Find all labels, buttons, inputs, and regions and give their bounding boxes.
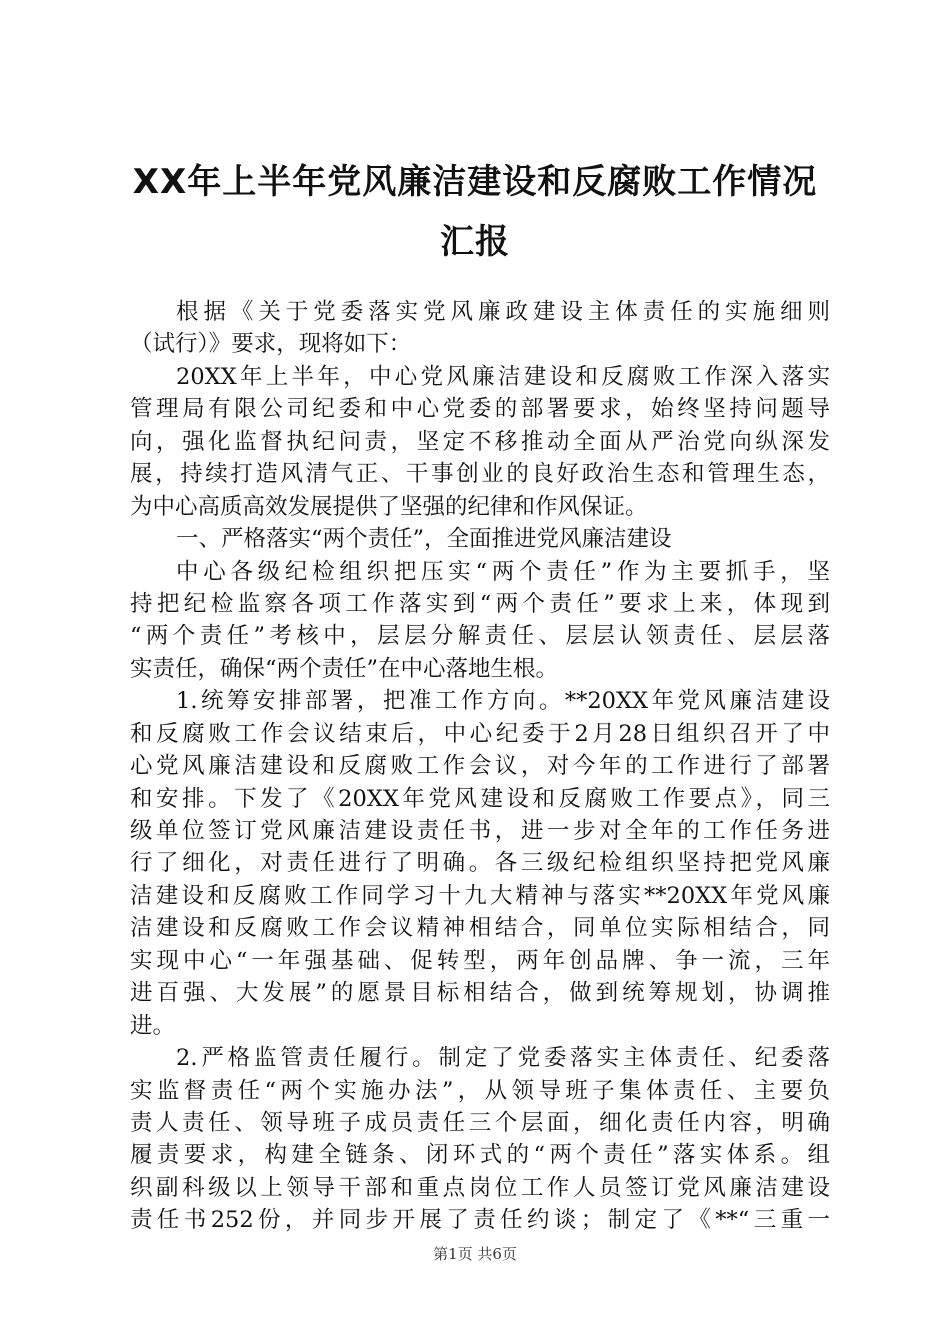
body-line: 向，强化监督执纪问责，坚定不移推动全面从严治党向纵深发: [130, 428, 830, 455]
document-title-line-2: 汇报: [440, 222, 510, 262]
body-line: 进百强、大发展”的愿景目标相结合，做到统筹规划，协调推: [130, 980, 830, 1007]
body-line: 和安排。下发了《20XX年党风建设和反腐败工作要点》，同三: [130, 785, 830, 812]
body-line: 织副科级以上领导干部和重点岗位工作人员签订党风廉洁建设: [130, 1174, 830, 1201]
body-line: 管理局有限公司纪委和中心党委的部署要求，始终坚持问题导: [130, 396, 830, 423]
body-line: 实监督责任“两个实施办法”，从领导班子集体责任、主要负: [130, 1077, 830, 1104]
body-line: 20XX年上半年，中心党风廉洁建设和反腐败工作深入落实: [176, 363, 830, 390]
body-line: 洁建设和反腐败工作同学习十九大精神与落实**20XX年党风廉: [130, 882, 830, 909]
body-line: 持把纪检监察各项工作落实到“两个责任”要求上来，体现到: [130, 590, 830, 617]
body-line: 和反腐败工作会议结束后，中心纪委于2月28日组织召开了中: [130, 720, 830, 747]
body-line: 中心各级纪检组织把压实“两个责任”作为主要抓手，坚: [176, 558, 830, 585]
body-line: 实现中心“一年强基础、促转型，两年创品牌、争一流，三年: [130, 947, 830, 974]
body-line: 心党风廉洁建设和反腐败工作会议，对今年的工作进行了部署: [130, 753, 830, 780]
document-title-line-1: XX年上半年党风廉洁建设和反腐败工作情况: [132, 162, 818, 202]
document-body: [130, 296, 830, 1237]
body-line: 2.严格监管责任履行。制定了党委落实主体责任、纪委落: [176, 1045, 830, 1072]
body-line: （试行）》要求，现将如下：: [130, 331, 412, 358]
body-line: 根据《关于党委落实党风廉政建设主体责任的实施细则: [176, 299, 830, 325]
body-line: 为中心高质高效发展提供了坚强的纪律和作风保证。: [130, 493, 648, 520]
body-line: 责人责任、领导班子成员责任三个层面，细化责任内容，明确: [130, 1109, 830, 1136]
body-line: 级单位签订党风廉洁建设责任书，进一步对全年的工作任务进: [130, 818, 830, 844]
body-line: 进。: [130, 1012, 176, 1039]
body-line: 洁建设和反腐败工作会议精神相结合，同单位实际相结合，同: [130, 915, 830, 942]
body-line: 责任书252份，并同步开展了责任约谈；制定了《**“三重一: [130, 1207, 830, 1234]
body-line: 1.统筹安排部署，把准工作方向。**20XX年党风廉洁建设: [176, 688, 830, 715]
body-line: 实责任，确保“两个责任”在中心落地生根。: [130, 655, 559, 682]
body-line: 行了细化，对责任进行了明确。各三级纪检组织坚持把党风廉: [130, 850, 830, 877]
body-line: “两个责任”考核中，层层分解责任、层层认领责任、层层落: [130, 623, 830, 650]
body-line: 履责要求，构建全链条、闭环式的“两个责任”落实体系。组: [130, 1142, 830, 1169]
page-footer: 第1页 共6页: [433, 1245, 517, 1263]
section-heading: 一、严格落实“两个责任”，全面推进党风廉洁建设: [176, 526, 672, 553]
body-line: 展，持续打造风清气正、干事创业的良好政治生态和管理生态，: [130, 461, 830, 488]
